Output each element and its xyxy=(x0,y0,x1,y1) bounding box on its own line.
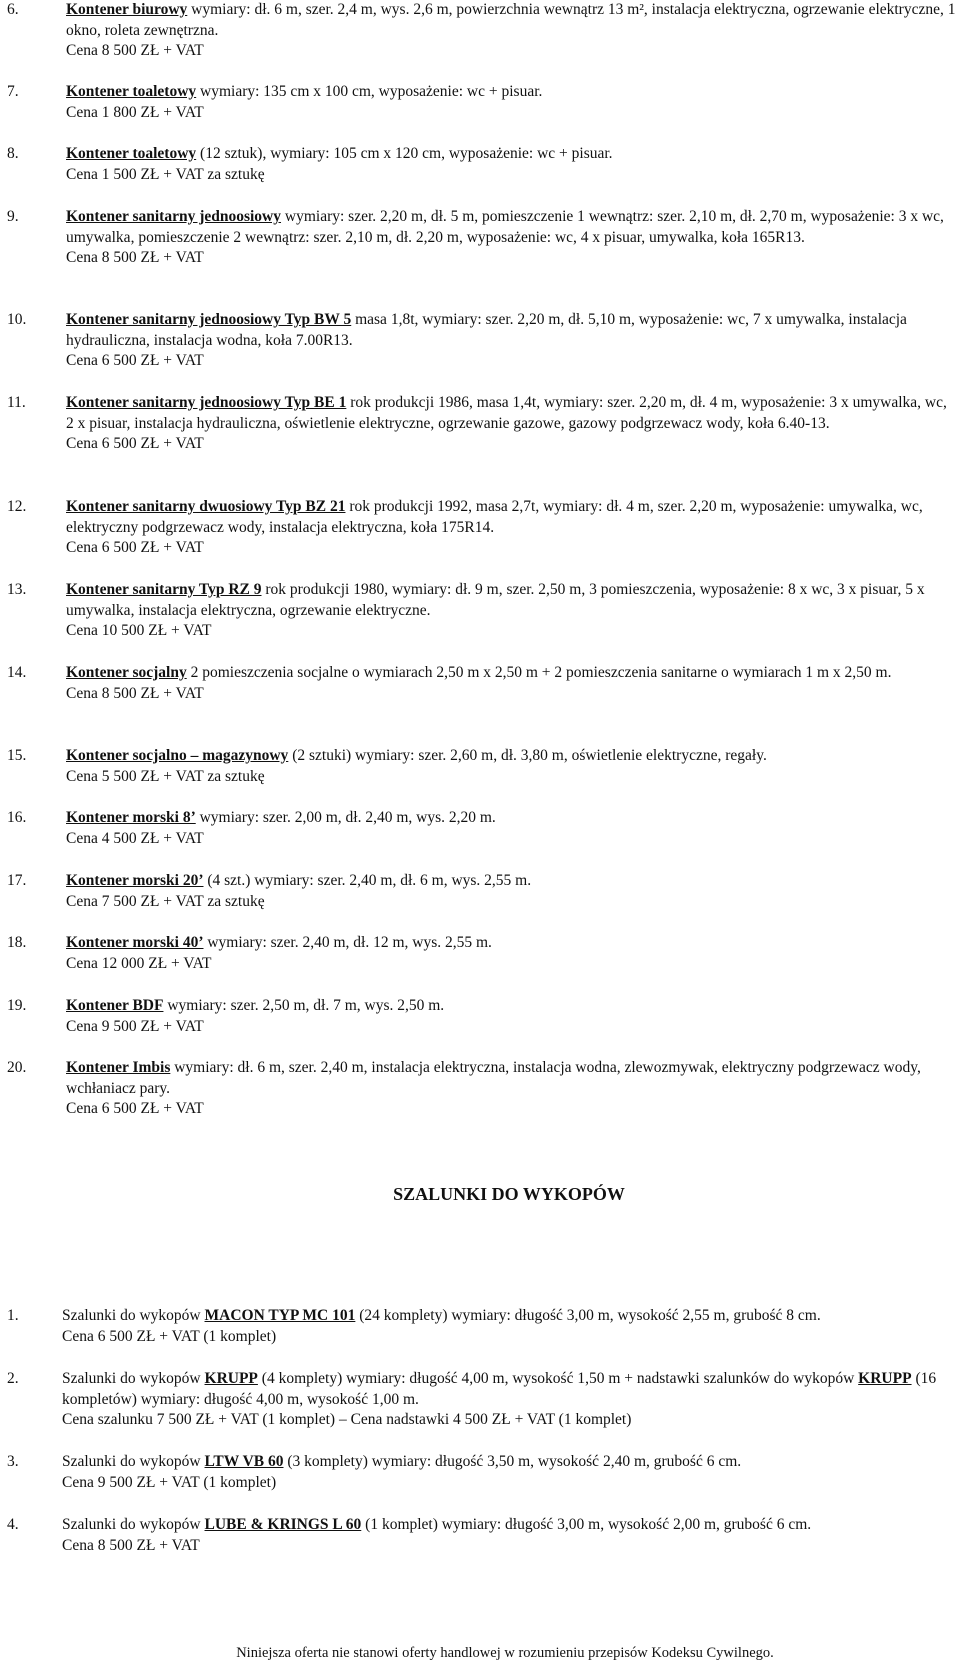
item-name: Kontener toaletowy xyxy=(66,83,197,100)
item-name: Kontener sanitarny dwuosiowy Typ BZ 21 xyxy=(66,498,346,515)
item-number: 12. xyxy=(7,498,27,515)
item-body xyxy=(66,580,956,642)
item-name: Kontener BDF xyxy=(66,997,164,1014)
item-body xyxy=(66,663,956,704)
item-description: wymiary: szer. 2,00 m, dł. 2,40 m, wys. 2,20 m. xyxy=(195,809,496,826)
item-number: 3. xyxy=(7,1453,19,1470)
item-number: 10. xyxy=(7,311,27,328)
item-number: 16. xyxy=(7,809,27,826)
item-name: Kontener Imbis xyxy=(66,1059,171,1076)
item-number: 15. xyxy=(7,747,27,764)
item-description: rok produkcji 1980, wymiary: dł. 9 m, szer. 2,50 m, 3 pomieszczenia, wyposażenie: 8 x wc, 3 x pisuar, 5 x umywalka, instalacja elektryczna, ogrzewanie elektryczne. xyxy=(66,581,925,619)
item-number: 13. xyxy=(7,581,27,598)
item-body xyxy=(66,144,956,185)
item-body xyxy=(66,933,956,974)
item-name: Kontener morski 20’ xyxy=(66,872,204,889)
item-price: Cena 6 500 ZŁ + VAT xyxy=(66,435,204,452)
item-description: (12 sztuk), wymiary: 105 cm x 120 cm, wyposażenie: wc + pisuar. xyxy=(196,145,613,162)
item-body xyxy=(66,0,956,62)
item-number: 11. xyxy=(7,394,26,411)
item-price: Cena 6 500 ZŁ + VAT xyxy=(66,352,204,369)
item-name: Kontener sanitarny jednoosiowy Typ BW 5 xyxy=(66,311,352,328)
item-name: Kontener sanitarny jednoosiowy xyxy=(66,208,282,225)
item-number: 1. xyxy=(7,1307,19,1324)
item-description: wymiary: szer. 2,20 m, dł. 5 m, pomieszczenie 1 wewnątrz: szer. 2,10 m, dł. 2,70 m, wyposażenie: 3 x wc, umywalka, pomieszczenie 2 wewnątrz: szer. 2,10 m, dł. 2,20 m, wyposażenie: wc, 4 x pisuar, umywalka, koła 165R13. xyxy=(66,208,944,246)
item-text: Szalunki do wykopów xyxy=(62,1370,205,1387)
item-body xyxy=(62,1452,952,1493)
item-price: Cena 9 500 ZŁ + VAT xyxy=(66,1017,204,1035)
item-body xyxy=(66,996,956,1037)
item-price: Cena 8 500 ZŁ + VAT xyxy=(62,1536,200,1554)
item-model: LUBE & KRINGS L 60 xyxy=(204,1516,362,1533)
item-name: Kontener biurowy xyxy=(66,1,188,18)
item-body xyxy=(66,871,956,912)
item-number: 6. xyxy=(7,1,19,18)
item-number: 20. xyxy=(7,1059,27,1076)
item-description: rok produkcji 1986, masa 1,4t, wymiary: szer. 2,20 m, dł. 4 m, wyposażenie: 3 x umywalka, wc, 2 x pisuar, instalacja hydrauliczna, oświetlenie elektryczne, ogrzewanie gazowe, gazowy podgrzewacz wody, koła 6.40-13. xyxy=(66,394,947,432)
item-price: Cena 12 000 ZŁ + VAT xyxy=(66,954,212,972)
item-name: Kontener morski 8’ xyxy=(66,809,196,826)
item-description: masa 1,8t, wymiary: szer. 2,20 m, dł. 5,10 m, wyposażenie: wc, 7 x umywalka, instalacja hydrauliczna, instalacja wodna, koła 7.00R13. xyxy=(66,311,907,349)
item-name: Kontener sanitarny Typ RZ 9 xyxy=(66,581,262,598)
item-body xyxy=(66,808,956,849)
item-name: Kontener socjalno – magazynowy xyxy=(66,747,289,764)
item-description: (4 szt.) wymiary: szer. 2,40 m, dł. 6 m, wys. 2,55 m. xyxy=(203,872,532,889)
item-description: wymiary: 135 cm x 100 cm, wyposażenie: wc + pisuar. xyxy=(196,83,543,100)
item-body xyxy=(66,746,956,787)
item-body xyxy=(66,393,956,455)
item-price: Cena 1 500 ZŁ + VAT za sztukę xyxy=(66,165,265,183)
item-price: Cena 6 500 ZŁ + VAT xyxy=(66,539,204,556)
item-price: Cena 6 500 ZŁ + VAT xyxy=(66,1100,204,1117)
item-model: KRUPP xyxy=(204,1370,258,1387)
item-price: Cena 8 500 ZŁ + VAT xyxy=(66,249,204,266)
item-text: (16 kompletów) wymiary: długość 4,00 m, wysokość 1,00 m. xyxy=(62,1370,937,1408)
item-body xyxy=(66,207,956,269)
item-price: Cena 4 500 ZŁ + VAT xyxy=(66,829,204,847)
item-description: rok produkcji 1992, masa 2,7t, wymiary: dł. 4 m, szer. 2,20 m, wyposażenie: umywalka, wc, elektryczny podgrzewacz wody, instalacja elektryczna, koła 175R14. xyxy=(66,498,923,536)
item-name: Kontener morski 40’ xyxy=(66,934,204,951)
item-name: Kontener toaletowy xyxy=(66,145,197,162)
item-text: Szalunki do wykopów xyxy=(62,1453,205,1470)
item-price: Cena 7 500 ZŁ + VAT za sztukę xyxy=(66,892,265,910)
item-body xyxy=(62,1515,952,1556)
item-body xyxy=(62,1369,952,1431)
item-number: 14. xyxy=(7,664,27,681)
item-model: MACON TYP MC 101 xyxy=(204,1307,356,1324)
item-body xyxy=(66,1058,956,1120)
item-description: (2 sztuki) wymiary: szer. 2,60 m, dł. 3,80 m, oświetlenie elektryczne, regały. xyxy=(288,747,767,764)
item-model: LTW VB 60 xyxy=(204,1453,284,1470)
item-price: Cena 9 500 ZŁ + VAT (1 komplet) xyxy=(62,1473,277,1491)
item-number: 19. xyxy=(7,997,27,1014)
item-body xyxy=(62,1306,952,1347)
item-name: Kontener socjalny xyxy=(66,664,187,681)
item-number: 8. xyxy=(7,145,19,162)
item-text: (3 komplety) wymiary: długość 3,50 m, wysokość 2,40 m, grubość 6 cm. xyxy=(283,1453,742,1470)
item-price: Cena szalunku 7 500 ZŁ + VAT (1 komplet) – Cena nadstawki 4 500 ZŁ + VAT (1 komplet) xyxy=(62,1411,632,1428)
item-body xyxy=(66,310,956,372)
item-number: 2. xyxy=(7,1370,19,1387)
item-body xyxy=(66,82,956,123)
item-price: Cena 8 500 ZŁ + VAT xyxy=(66,42,204,59)
footer-disclaimer: Niniejsza oferta nie stanowi oferty handlowej w rozumieniu przepisów Kodeksu Cywilnego. xyxy=(236,1645,774,1661)
item-description: wymiary: dł. 6 m, szer. 2,4 m, wys. 2,6 m, powierzchnia wewnątrz 13 m², instalacja elektryczna, ogrzewanie elektryczne, 1 okno, roleta zewnętrzna. xyxy=(66,1,956,39)
item-text: Szalunki do wykopów xyxy=(62,1307,205,1324)
item-price: Cena 1 800 ZŁ + VAT xyxy=(66,103,204,121)
section-heading: SZALUNKI DO WYKOPÓW xyxy=(393,1184,625,1204)
item-number: 4. xyxy=(7,1516,19,1533)
item-text: (24 komplety) wymiary: długość 3,00 m, wysokość 2,55 m, grubość 8 cm. xyxy=(355,1307,821,1324)
item-price: Cena 10 500 ZŁ + VAT xyxy=(66,622,212,639)
item-text: (1 komplet) wymiary: długość 3,00 m, wysokość 2,00 m, grubość 6 cm. xyxy=(361,1516,812,1533)
item-description: 2 pomieszczenia socjalne o wymiarach 2,50 m x 2,50 m + 2 pomieszczenia sanitarne o wymiarach 1 m x 2,50 m. xyxy=(186,664,892,681)
item-text: Szalunki do wykopów xyxy=(62,1516,205,1533)
item-number: 18. xyxy=(7,934,27,951)
item-description: wymiary: szer. 2,40 m, dł. 12 m, wys. 2,55 m. xyxy=(203,934,492,951)
item-description: wymiary: szer. 2,50 m, dł. 7 m, wys. 2,50 m. xyxy=(163,997,445,1014)
item-price: Cena 6 500 ZŁ + VAT (1 komplet) xyxy=(62,1327,277,1345)
item-number: 7. xyxy=(7,83,19,100)
item-price: Cena 8 500 ZŁ + VAT xyxy=(66,684,204,702)
item-description: wymiary: dł. 6 m, szer. 2,40 m, instalacja elektryczna, instalacja wodna, zlewozmywak, elektryczny podgrzewacz wody, wchłaniacz pary. xyxy=(66,1059,921,1097)
item-model: KRUPP xyxy=(858,1370,912,1387)
item-body xyxy=(66,497,956,559)
item-number: 17. xyxy=(7,872,27,889)
item-name: Kontener sanitarny jednoosiowy Typ BE 1 xyxy=(66,394,347,411)
item-text: (4 komplety) wymiary: długość 4,00 m, wysokość 1,50 m + nadstawki szalunków do wykopów xyxy=(257,1370,859,1387)
item-price: Cena 5 500 ZŁ + VAT za sztukę xyxy=(66,767,265,785)
item-number: 9. xyxy=(7,208,19,225)
